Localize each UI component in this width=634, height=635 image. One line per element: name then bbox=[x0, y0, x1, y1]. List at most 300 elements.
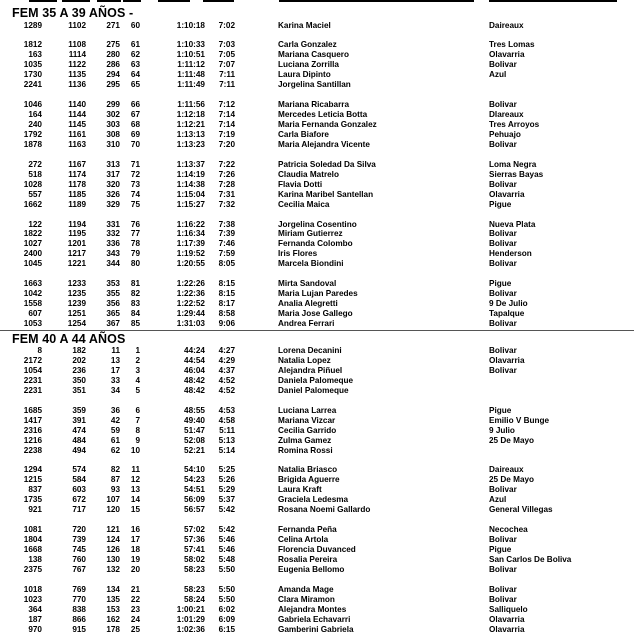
pace: 7:11 bbox=[219, 80, 235, 90]
general-position: 915 bbox=[72, 624, 86, 634]
runner-name: Natalia Briasco bbox=[278, 465, 338, 475]
runner-name: Mariana Ricabarra bbox=[278, 100, 349, 110]
category-position: 5 bbox=[135, 385, 140, 395]
result-row bbox=[0, 385, 634, 396]
runner-name: Laura Kraft bbox=[278, 485, 322, 495]
bib-number: 1812 bbox=[23, 40, 42, 50]
runner-name: Maria Jose Gallego bbox=[278, 309, 353, 319]
general-position: 739 bbox=[72, 535, 86, 545]
pace: 5:46 bbox=[218, 535, 235, 545]
general-position: 351 bbox=[72, 385, 86, 395]
general-position: 1195 bbox=[68, 229, 86, 239]
bib-number: 1804 bbox=[23, 535, 42, 545]
gender-position: 13 bbox=[110, 355, 120, 365]
category-position: 71 bbox=[130, 159, 140, 169]
general-position: 202 bbox=[72, 355, 86, 365]
finish-time: 58:24 bbox=[184, 594, 205, 604]
city: General Villegas bbox=[489, 505, 553, 515]
general-position: 767 bbox=[72, 564, 86, 574]
section-title-fem-40-44: FEM 40 A 44 AÑOS bbox=[12, 332, 126, 346]
pace: 5:37 bbox=[218, 495, 235, 505]
bib-number: 1027 bbox=[23, 239, 42, 249]
pace: 5:48 bbox=[218, 554, 235, 564]
category-position: 25 bbox=[130, 624, 140, 634]
runner-name: Laura Dipinto bbox=[278, 70, 331, 80]
pace: 6:02 bbox=[218, 604, 235, 614]
city: Nueva Plata bbox=[489, 219, 536, 229]
general-position: 1221 bbox=[67, 259, 86, 269]
general-position: 838 bbox=[72, 604, 86, 614]
category-position: 70 bbox=[130, 139, 140, 149]
category-position: 61 bbox=[130, 40, 140, 50]
city: Olavarria bbox=[489, 50, 525, 60]
pace: 7:46 bbox=[218, 239, 235, 249]
finish-time: 46:04 bbox=[184, 365, 205, 375]
gender-position: 17 bbox=[110, 365, 120, 375]
category-position: 84 bbox=[130, 309, 140, 319]
finish-time: 1:16:34 bbox=[176, 229, 205, 239]
city: Bolivar bbox=[489, 229, 517, 239]
general-position: 1122 bbox=[68, 60, 86, 70]
category-position: 77 bbox=[130, 229, 140, 239]
city: 9 Julio bbox=[489, 425, 515, 435]
finish-time: 1:10:51 bbox=[176, 50, 205, 60]
city: Bolivar bbox=[489, 319, 517, 328]
gender-position: 332 bbox=[106, 229, 120, 239]
pace: 5:11 bbox=[219, 425, 235, 435]
pace: 7:22 bbox=[218, 159, 235, 169]
bib-number: 1046 bbox=[23, 100, 42, 110]
category-position: 16 bbox=[130, 525, 140, 535]
bib-number: 1289 bbox=[23, 20, 42, 30]
category-position: 17 bbox=[130, 535, 140, 545]
pace: 7:31 bbox=[218, 189, 235, 199]
pace: 5:29 bbox=[218, 485, 235, 495]
gender-position: 303 bbox=[106, 120, 120, 129]
bib-number: 1685 bbox=[23, 405, 42, 415]
finish-time: 51:47 bbox=[184, 425, 205, 435]
pace: 5:13 bbox=[218, 435, 235, 445]
category-position: 83 bbox=[130, 299, 140, 309]
general-position: 1189 bbox=[68, 199, 86, 209]
category-position: 65 bbox=[130, 80, 140, 90]
category-position: 22 bbox=[130, 594, 140, 604]
runner-name: Natalia Lopez bbox=[278, 355, 331, 365]
city: Azul bbox=[489, 495, 507, 505]
category-position: 19 bbox=[130, 554, 140, 564]
pace: 6:15 bbox=[218, 624, 235, 634]
general-position: 1163 bbox=[68, 139, 86, 149]
general-position: 1185 bbox=[68, 189, 86, 199]
gender-position: 286 bbox=[106, 60, 120, 70]
bib-number: 2238 bbox=[23, 445, 42, 455]
runner-name: Mirta Sandoval bbox=[278, 279, 337, 289]
finish-time: 1:16:22 bbox=[176, 219, 205, 229]
pace: 7:05 bbox=[218, 50, 235, 60]
runner-name: Clara Miramon bbox=[278, 594, 335, 604]
bib-number: 837 bbox=[28, 485, 42, 495]
category-position: 62 bbox=[130, 50, 140, 60]
gender-position: 82 bbox=[110, 465, 120, 475]
gender-position: 295 bbox=[106, 80, 120, 90]
general-position: 1167 bbox=[68, 159, 86, 169]
gender-position: 11 bbox=[111, 346, 120, 355]
general-position: 1161 bbox=[68, 129, 86, 139]
bib-number: 2400 bbox=[23, 249, 42, 259]
category-position: 4 bbox=[135, 375, 140, 385]
result-row bbox=[0, 624, 634, 635]
runner-name: Alejandra Piñuel bbox=[278, 365, 343, 375]
bib-number: 1558 bbox=[23, 299, 42, 309]
result-row bbox=[0, 318, 634, 329]
bib-number: 1730 bbox=[23, 70, 42, 80]
general-position: 1135 bbox=[68, 70, 86, 80]
result-row bbox=[0, 445, 634, 456]
bib-number: 8 bbox=[37, 346, 42, 355]
city: Azul bbox=[489, 70, 507, 80]
pace: 7:38 bbox=[218, 219, 235, 229]
runner-name: Fernanda Colombo bbox=[278, 239, 353, 249]
general-position: 1251 bbox=[67, 309, 86, 319]
pace: 7:07 bbox=[218, 60, 235, 70]
city: Bolivar bbox=[489, 485, 517, 495]
pace: 6:09 bbox=[218, 614, 235, 624]
pace: 4:53 bbox=[218, 405, 235, 415]
runner-name: Luciana Larrea bbox=[278, 405, 337, 415]
bib-number: 2375 bbox=[23, 564, 42, 574]
bib-number: 187 bbox=[28, 614, 42, 624]
finish-time: 54:10 bbox=[184, 465, 205, 475]
gender-position: 124 bbox=[106, 535, 120, 545]
finish-time: 1:20:55 bbox=[176, 259, 205, 269]
bib-number: 1042 bbox=[23, 289, 42, 299]
pace: 9:06 bbox=[218, 319, 235, 328]
gender-position: 61 bbox=[110, 435, 120, 445]
bib-number: 2316 bbox=[23, 425, 42, 435]
category-position: 75 bbox=[130, 199, 140, 209]
city: Daireaux bbox=[489, 465, 524, 475]
bib-number: 2241 bbox=[23, 80, 42, 90]
runner-name: Gabriela Echavarri bbox=[278, 614, 351, 624]
bib-number: 1045 bbox=[23, 259, 42, 269]
result-row bbox=[0, 20, 634, 31]
gender-position: 280 bbox=[106, 50, 120, 60]
city: Bolivar bbox=[489, 179, 517, 189]
city: Olavarria bbox=[489, 614, 525, 624]
category-position: 64 bbox=[130, 70, 140, 80]
runner-name: Miriam Gutierrez bbox=[278, 229, 343, 239]
city: Daireaux bbox=[489, 20, 524, 30]
category-position: 11 bbox=[131, 465, 140, 475]
category-position: 6 bbox=[135, 405, 140, 415]
bib-number: 1878 bbox=[23, 139, 42, 149]
finish-time: 1:00:21 bbox=[176, 604, 205, 614]
runner-name: Iris Flores bbox=[278, 249, 318, 259]
finish-time: 58:02 bbox=[184, 554, 205, 564]
gender-position: 326 bbox=[106, 189, 120, 199]
category-position: 23 bbox=[130, 604, 140, 614]
city: Bolivar bbox=[489, 259, 517, 269]
category-position: 13 bbox=[130, 485, 140, 495]
bib-number: 1028 bbox=[23, 179, 42, 189]
runner-name: Carla Gonzalez bbox=[278, 40, 337, 50]
runner-name: Maria Lujan Paredes bbox=[278, 289, 358, 299]
general-position: 484 bbox=[72, 435, 86, 445]
pace: 7:26 bbox=[218, 169, 235, 179]
finish-time: 1:14:19 bbox=[176, 169, 205, 179]
general-position: 474 bbox=[72, 425, 86, 435]
gender-position: 310 bbox=[106, 139, 120, 149]
category-position: 12 bbox=[130, 475, 140, 485]
bib-number: 164 bbox=[28, 110, 42, 120]
finish-time: 1:10:18 bbox=[176, 20, 205, 30]
pace: 7:19 bbox=[218, 129, 235, 139]
finish-time: 1:02:36 bbox=[176, 624, 205, 634]
category-position: 15 bbox=[130, 505, 140, 515]
general-position: 584 bbox=[72, 475, 86, 485]
gender-position: 135 bbox=[106, 594, 120, 604]
finish-time: 52:21 bbox=[184, 445, 205, 455]
runner-name: Marcela Biondini bbox=[278, 259, 344, 269]
general-position: 494 bbox=[72, 445, 86, 455]
general-position: 1239 bbox=[67, 299, 86, 309]
finish-time: 49:40 bbox=[184, 415, 205, 425]
category-position: 21 bbox=[130, 584, 140, 594]
gender-position: 294 bbox=[106, 70, 120, 80]
pace: 5:42 bbox=[218, 525, 235, 535]
finish-time: 1:15:04 bbox=[176, 189, 205, 199]
bib-number: 163 bbox=[28, 50, 42, 60]
category-position: 74 bbox=[130, 189, 140, 199]
city: Olavarria bbox=[489, 189, 525, 199]
category-position: 66 bbox=[130, 100, 140, 110]
pace: 7:32 bbox=[218, 199, 235, 209]
city: Bolivar bbox=[489, 239, 517, 249]
gender-position: 178 bbox=[106, 624, 120, 634]
bib-number: 122 bbox=[28, 219, 42, 229]
pace: 4:58 bbox=[218, 415, 235, 425]
finish-time: 1:19:52 bbox=[176, 249, 205, 259]
pace: 4:29 bbox=[218, 355, 235, 365]
gender-position: 356 bbox=[106, 299, 120, 309]
bib-number: 1053 bbox=[23, 319, 42, 328]
pace: 5:25 bbox=[218, 465, 235, 475]
category-position: 78 bbox=[130, 239, 140, 249]
bib-number: 607 bbox=[28, 309, 42, 319]
city: Necochea bbox=[489, 525, 528, 535]
general-position: 1194 bbox=[68, 219, 86, 229]
finish-time: 1:13:13 bbox=[176, 129, 205, 139]
gender-position: 271 bbox=[106, 20, 120, 30]
city: Bolivar bbox=[489, 60, 517, 70]
category-position: 82 bbox=[130, 289, 140, 299]
city: Salliquelo bbox=[489, 604, 528, 614]
gender-position: 93 bbox=[110, 485, 120, 495]
city: 25 De Mayo bbox=[489, 475, 535, 485]
finish-time: 52:08 bbox=[184, 435, 205, 445]
pace: 8:15 bbox=[218, 279, 235, 289]
bib-number: 1054 bbox=[23, 365, 42, 375]
city: Bolivar bbox=[489, 564, 517, 574]
finish-time: 48:42 bbox=[184, 385, 205, 395]
city: Tapalque bbox=[489, 309, 525, 319]
bib-number: 970 bbox=[28, 624, 42, 634]
general-position: 672 bbox=[72, 495, 86, 505]
section-title-fem-35-39: FEM 35 A 39 AÑOS - bbox=[12, 6, 134, 20]
runner-name: Patricia Soledad Da Silva bbox=[278, 159, 376, 169]
runner-name: Carla Biafore bbox=[278, 129, 329, 139]
bib-number: 2172 bbox=[23, 355, 42, 365]
category-position: 72 bbox=[130, 169, 140, 179]
general-position: 182 bbox=[72, 346, 86, 355]
city: Emilio V Bunge bbox=[489, 415, 550, 425]
category-position: 63 bbox=[130, 60, 140, 70]
general-position: 574 bbox=[72, 465, 86, 475]
general-position: 1201 bbox=[67, 239, 86, 249]
finish-time: 1:11:48 bbox=[177, 70, 205, 80]
finish-time: 1:29:44 bbox=[176, 309, 205, 319]
general-position: 770 bbox=[72, 594, 86, 604]
finish-time: 1:17:39 bbox=[176, 239, 205, 249]
bib-number: 364 bbox=[28, 604, 42, 614]
gender-position: 336 bbox=[106, 239, 120, 249]
runner-name: Analia Alegretti bbox=[278, 299, 338, 309]
finish-time: 54:51 bbox=[184, 485, 205, 495]
pace: 7:20 bbox=[218, 139, 235, 149]
gender-position: 355 bbox=[106, 289, 120, 299]
bib-number: 1216 bbox=[23, 435, 42, 445]
city: Pigue bbox=[489, 279, 512, 289]
gender-position: 134 bbox=[106, 584, 120, 594]
category-position: 85 bbox=[130, 319, 140, 328]
general-position: 1114 bbox=[68, 50, 86, 60]
bib-number: 518 bbox=[28, 169, 42, 179]
runner-name: Daniel Palomeque bbox=[278, 385, 349, 395]
pace: 5:42 bbox=[218, 505, 235, 515]
pace: 7:12 bbox=[218, 100, 235, 110]
runner-name: Cecilia Maica bbox=[278, 199, 330, 209]
general-position: 1108 bbox=[68, 40, 86, 50]
runner-name: Mariana Vizcar bbox=[278, 415, 336, 425]
bib-number: 557 bbox=[28, 189, 42, 199]
result-row bbox=[0, 564, 634, 575]
pace: 4:52 bbox=[218, 375, 235, 385]
city: Bolivar bbox=[489, 346, 517, 355]
runner-name: Claudia Matrelo bbox=[278, 169, 339, 179]
runner-name: Cecilia Garrido bbox=[278, 425, 337, 435]
runner-name: Rosana Noemi Gallardo bbox=[278, 505, 371, 515]
runner-name: Lorena Decanini bbox=[278, 346, 342, 355]
pace: 4:52 bbox=[218, 385, 235, 395]
finish-time: 57:41 bbox=[184, 545, 205, 554]
runner-name: Eugenia Bellomo bbox=[278, 564, 345, 574]
general-position: 745 bbox=[72, 545, 86, 554]
runner-name: Karina Maciel bbox=[278, 20, 331, 30]
city: Pigue bbox=[489, 199, 512, 209]
category-position: 67 bbox=[130, 110, 140, 120]
gender-position: 107 bbox=[106, 495, 120, 505]
runner-name: Florencia Duvanced bbox=[278, 545, 356, 554]
runner-name: Romina Rossi bbox=[278, 445, 333, 455]
finish-time: 1:13:23 bbox=[176, 139, 205, 149]
bib-number: 2231 bbox=[23, 375, 42, 385]
result-row bbox=[0, 199, 634, 210]
gender-position: 162 bbox=[106, 614, 120, 624]
category-position: 10 bbox=[130, 445, 140, 455]
finish-time: 1:22:52 bbox=[176, 299, 205, 309]
pace: 5:50 bbox=[218, 564, 235, 574]
gender-position: 344 bbox=[106, 259, 120, 269]
city: Sierras Bayas bbox=[489, 169, 544, 179]
finish-time: 58:23 bbox=[184, 584, 205, 594]
bib-number: 921 bbox=[28, 505, 42, 515]
finish-time: 1:22:26 bbox=[176, 279, 205, 289]
bib-number: 1663 bbox=[23, 279, 42, 289]
general-position: 236 bbox=[72, 365, 86, 375]
pace: 5:46 bbox=[218, 545, 235, 554]
city: Tres Lomas bbox=[489, 40, 535, 50]
city: Bolivar bbox=[489, 100, 517, 110]
finish-time: 1:13:37 bbox=[176, 159, 205, 169]
finish-time: 1:11:49 bbox=[177, 80, 205, 90]
category-position: 80 bbox=[130, 259, 140, 269]
gender-position: 34 bbox=[110, 385, 120, 395]
pace: 8:17 bbox=[218, 299, 235, 309]
runner-name: Maria Alejandra Vicente bbox=[278, 139, 370, 149]
pace: 7:14 bbox=[218, 120, 235, 129]
gender-position: 367 bbox=[106, 319, 120, 328]
bib-number: 1294 bbox=[23, 465, 42, 475]
bib-number: 1735 bbox=[23, 495, 42, 505]
pace: 7:28 bbox=[218, 179, 235, 189]
bib-number: 1417 bbox=[23, 415, 42, 425]
category-position: 2 bbox=[135, 355, 140, 365]
runner-name: Daniela Palomeque bbox=[278, 375, 354, 385]
general-position: 1178 bbox=[68, 179, 86, 189]
category-position: 9 bbox=[135, 435, 140, 445]
gender-position: 275 bbox=[106, 40, 120, 50]
category-position: 69 bbox=[130, 129, 140, 139]
finish-time: 1:22:36 bbox=[176, 289, 205, 299]
category-position: 60 bbox=[130, 20, 140, 30]
bib-number: 138 bbox=[28, 554, 42, 564]
general-position: 1233 bbox=[67, 279, 86, 289]
general-position: 720 bbox=[72, 525, 86, 535]
category-position: 14 bbox=[130, 495, 140, 505]
gender-position: 353 bbox=[106, 279, 120, 289]
city: Bolivar bbox=[489, 535, 517, 545]
general-position: 1174 bbox=[68, 169, 86, 179]
gender-position: 132 bbox=[106, 564, 120, 574]
runner-name: Brigida Aguerre bbox=[278, 475, 340, 485]
finish-time: 56:57 bbox=[184, 505, 205, 515]
finish-time: 1:15:27 bbox=[176, 199, 205, 209]
bib-number: 240 bbox=[28, 120, 42, 129]
general-position: 1102 bbox=[68, 20, 86, 30]
runner-name: Rosalia Pereira bbox=[278, 554, 338, 564]
category-position: 18 bbox=[130, 545, 140, 554]
pace: 7:14 bbox=[218, 110, 235, 120]
city: San Carlos De Boliva bbox=[489, 554, 572, 564]
runner-name: Amanda Mage bbox=[278, 584, 334, 594]
bib-number: 272 bbox=[28, 159, 42, 169]
result-row bbox=[0, 79, 634, 90]
finish-time: 1:11:12 bbox=[177, 60, 205, 70]
pace: 5:14 bbox=[218, 445, 235, 455]
runner-name: Andrea Ferrari bbox=[278, 319, 335, 328]
pace: 7:11 bbox=[219, 70, 235, 80]
pace: 7:59 bbox=[218, 249, 235, 259]
